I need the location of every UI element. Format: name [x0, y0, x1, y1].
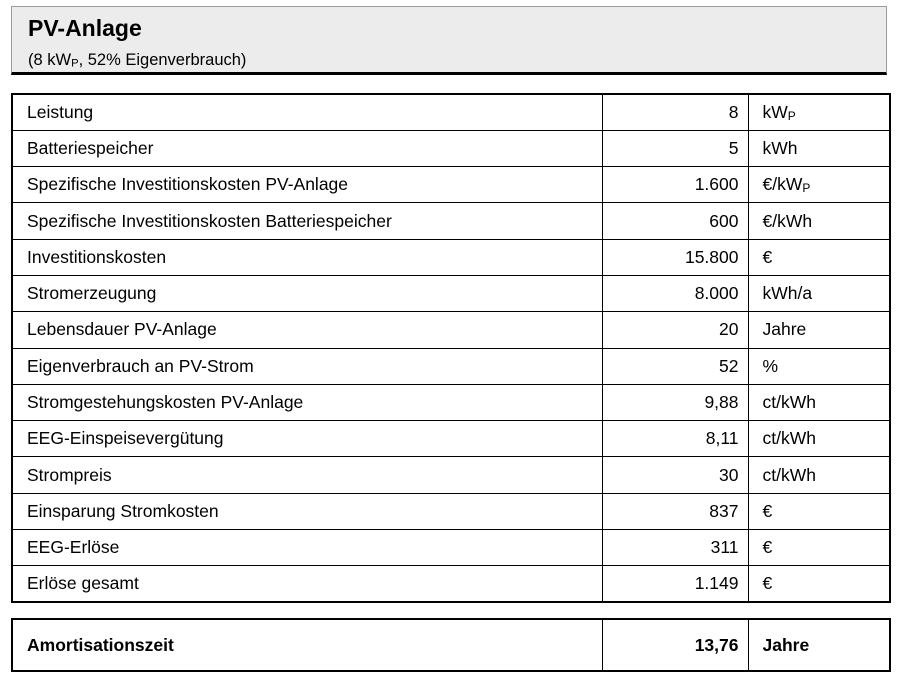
table-row: [12, 421, 890, 457]
table-header: [11, 6, 887, 75]
row-unit: [748, 203, 890, 239]
row-label: Stromerzeugung: [12, 275, 602, 311]
row-value: 8: [602, 94, 748, 130]
row-label: Leistung: [12, 94, 602, 130]
table-row: [12, 348, 890, 384]
summary-row: [12, 619, 890, 671]
parameter-table: [11, 93, 891, 603]
table-row: [12, 203, 890, 239]
table-row: [12, 457, 890, 493]
row-value: 30: [602, 457, 748, 493]
table-row: [12, 94, 890, 130]
unit-text: kW: [762, 101, 788, 122]
unit-text: ct/kWh: [762, 464, 816, 485]
unit-text: kWh: [762, 137, 798, 158]
row-label: EEG-Erlöse: [12, 530, 602, 566]
table-row: [12, 566, 890, 602]
table-row: [12, 493, 890, 529]
row-label: Eigenverbrauch an PV-Strom: [12, 348, 602, 384]
table-row: [12, 239, 890, 275]
row-value: 1.600: [602, 167, 748, 203]
subtitle-prefix: (8 kW: [28, 51, 72, 69]
unit-text: €: [762, 573, 773, 594]
unit-text: €/kWh: [762, 210, 813, 231]
row-label: Lebensdauer PV-Anlage: [12, 312, 602, 348]
page-title: PV-Anlage: [28, 15, 142, 41]
summary-value: 13,76: [602, 619, 748, 671]
row-unit: [748, 167, 890, 203]
row-value: 20: [602, 312, 748, 348]
table-row: [12, 312, 890, 348]
row-label: Spezifische Investitionskosten PV-Anlage: [12, 167, 602, 203]
unit-text: €: [762, 500, 773, 521]
row-value: 5: [602, 130, 748, 166]
row-unit: [748, 130, 890, 166]
row-value: 1.149: [602, 566, 748, 602]
row-label: Erlöse gesamt: [12, 566, 602, 602]
row-unit: [748, 457, 890, 493]
summary-unit: Jahre: [748, 619, 890, 671]
row-unit: [748, 566, 890, 602]
unit-text: %: [762, 355, 779, 376]
table-row: [12, 130, 890, 166]
table-row: [12, 275, 890, 311]
row-unit: [748, 384, 890, 420]
unit-subscript: P: [787, 108, 796, 123]
row-value: 52: [602, 348, 748, 384]
row-label: EEG-Einspeisevergütung: [12, 421, 602, 457]
summary-table: [11, 618, 891, 672]
unit-text: €/kW: [762, 174, 803, 195]
row-label: Investitionskosten: [12, 239, 602, 275]
unit-subscript: P: [802, 181, 811, 196]
row-label: Stromgestehungskosten PV-Anlage: [12, 384, 602, 420]
unit-text: €: [762, 246, 773, 267]
row-unit: [748, 312, 890, 348]
subtitle-suffix: , 52% Eigenverbrauch): [78, 51, 247, 69]
row-unit: [748, 421, 890, 457]
row-value: 837: [602, 493, 748, 529]
unit-text: Jahre: [762, 319, 807, 340]
row-value: 8.000: [602, 275, 748, 311]
unit-text: ct/kWh: [762, 392, 816, 413]
row-unit: [748, 493, 890, 529]
row-value: 600: [602, 203, 748, 239]
row-value: 8,11: [602, 421, 748, 457]
table-row: [12, 384, 890, 420]
row-label: Spezifische Investitionskosten Batteriespeicher: [12, 203, 602, 239]
row-value: 311: [602, 530, 748, 566]
subtitle-subscript: P: [71, 57, 79, 70]
row-unit: [748, 348, 890, 384]
table-row: [12, 530, 890, 566]
unit-text: ct/kWh: [762, 428, 816, 449]
row-label: Strompreis: [12, 457, 602, 493]
row-unit: [748, 530, 890, 566]
row-label: Einsparung Stromkosten: [12, 493, 602, 529]
unit-text: €: [762, 537, 773, 558]
row-value: 15.800: [602, 239, 748, 275]
row-unit: [748, 275, 890, 311]
summary-label: Amortisationszeit: [12, 619, 602, 671]
table-row: [12, 167, 890, 203]
row-value: 9,88: [602, 384, 748, 420]
row-unit: [748, 94, 890, 130]
unit-text: kWh/a: [762, 283, 813, 304]
page-subtitle: [28, 51, 246, 70]
row-label: Batteriespeicher: [12, 130, 602, 166]
row-unit: [748, 239, 890, 275]
